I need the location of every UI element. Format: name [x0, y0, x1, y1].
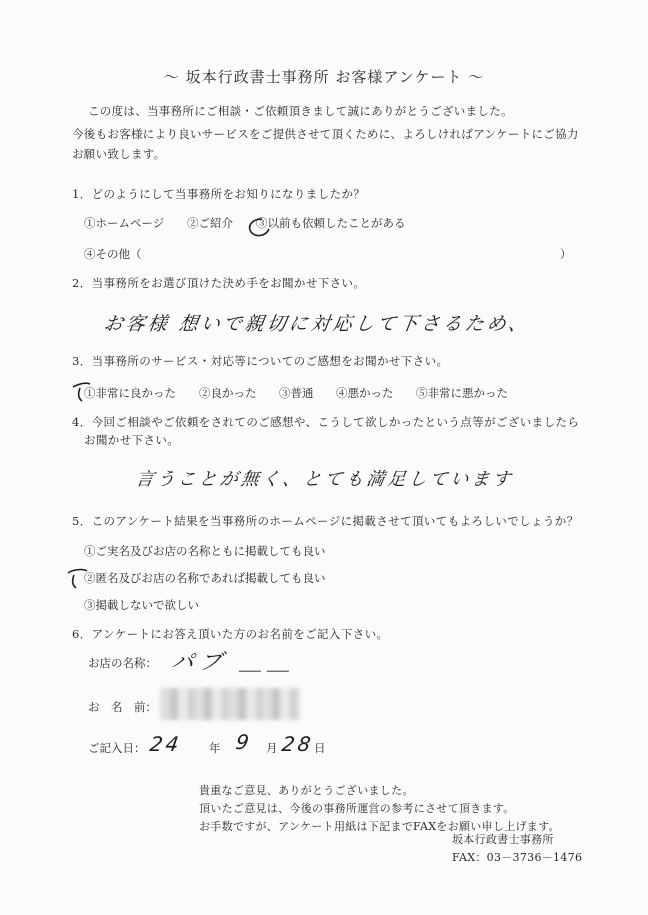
question-4-line-2: お聞かせ下さい。	[84, 433, 180, 447]
footer-thanks: 貴重なご意見、ありがとうございました。	[199, 784, 414, 797]
q2-handwritten-answer: お客様 想いで親切に対応して下さるため、	[102, 313, 532, 335]
intro-line-3: お願い致します。	[72, 147, 166, 161]
question-4-line-1: 4．今回ご相談やご依頼をされてのご感想や、こうして欲しかったという点等がございましたら	[72, 415, 580, 429]
footer-note: 頂いたご意見は、今後の事務所運営の参考にさせて頂きます。	[199, 802, 515, 815]
question-1: 1．どのようにして当事務所をお知りになりましたか？	[72, 187, 366, 201]
page-title: ～ 坂本行政書士事務所 お客様アンケート ～	[163, 68, 485, 86]
q1-option-other[interactable]: ④その他（	[84, 247, 142, 261]
q3-option-very-bad[interactable]: ⑤非常に悪かった	[416, 386, 508, 400]
customer-name-label: お 名 前：	[88, 700, 157, 714]
question-3: 3．当事務所のサービス・対応等についてのご感想をお聞かせ下さい。	[72, 354, 449, 368]
q4-handwritten-answer: 言うことが無く、とても満足しています	[134, 469, 515, 490]
q1-option-homepage[interactable]: ①ホームページ	[84, 216, 165, 230]
shop-name-handwritten: パブ ＿＿	[169, 650, 299, 675]
q3-option-bad[interactable]: ④悪かった	[336, 386, 394, 400]
q1-option-repeat[interactable]: ③以前も依頼したことがある	[256, 216, 406, 230]
intro-line-2: 今後もお客様により良いサービスをご提供させて頂くために、よろしければアンケートにご協力	[72, 127, 579, 141]
q3-option-very-good[interactable]: ①非常に良かった	[84, 386, 176, 400]
intro-line-1: この度は、当事務所にご相談・ご依頼頂きまして誠にありがとうございました。	[88, 104, 513, 118]
q1-selected-circle	[250, 219, 269, 236]
q5-option-do-not-publish[interactable]: ③掲載しないで欲しい	[84, 598, 199, 612]
day-unit: 日	[314, 741, 326, 755]
month-unit: 月	[266, 741, 278, 755]
q3-option-good[interactable]: ②良かった	[199, 386, 257, 400]
q5-selected-check	[68, 570, 87, 588]
question-2: 2．当事務所をお選び頂けた決め手をお聞かせ下さい。	[72, 276, 366, 290]
q3-option-neutral[interactable]: ③普通	[279, 386, 314, 400]
q5-option-anonymous[interactable]: ②匿名及びお店の名称であれば掲載しても良い	[84, 571, 326, 585]
q1-other-close-paren: ）	[560, 247, 572, 261]
question-5: 5．このアンケート結果を当事務所のホームページに掲載させて頂いてもよろしいでしょうか？	[72, 514, 579, 528]
question-6: 6．アンケートにお答え頂いた方のお名前をご記入下さい。	[72, 627, 389, 641]
year-unit: 年	[209, 741, 221, 755]
shop-name-label: お店の名称：	[88, 656, 157, 670]
q5-option-real-name[interactable]: ①ご実名及びお店の名称ともに掲載しても良い	[84, 544, 326, 558]
date-label: ご記入日：	[88, 741, 146, 755]
date-day-handwritten: 28	[280, 732, 316, 756]
date-year-handwritten: 24	[148, 732, 184, 756]
q3-selected-check	[73, 383, 90, 401]
footer-office-name: 坂本行政書士事務所	[452, 833, 554, 846]
footer-fax-request: お手数ですが、アンケート用紙は下記までFAXをお願い申し上げます。	[199, 820, 560, 833]
q1-option-referral[interactable]: ②ご紹介	[187, 216, 233, 230]
footer-fax-number: FAX：03－3736－1476	[452, 851, 583, 864]
date-month-handwritten: 9	[234, 730, 254, 754]
